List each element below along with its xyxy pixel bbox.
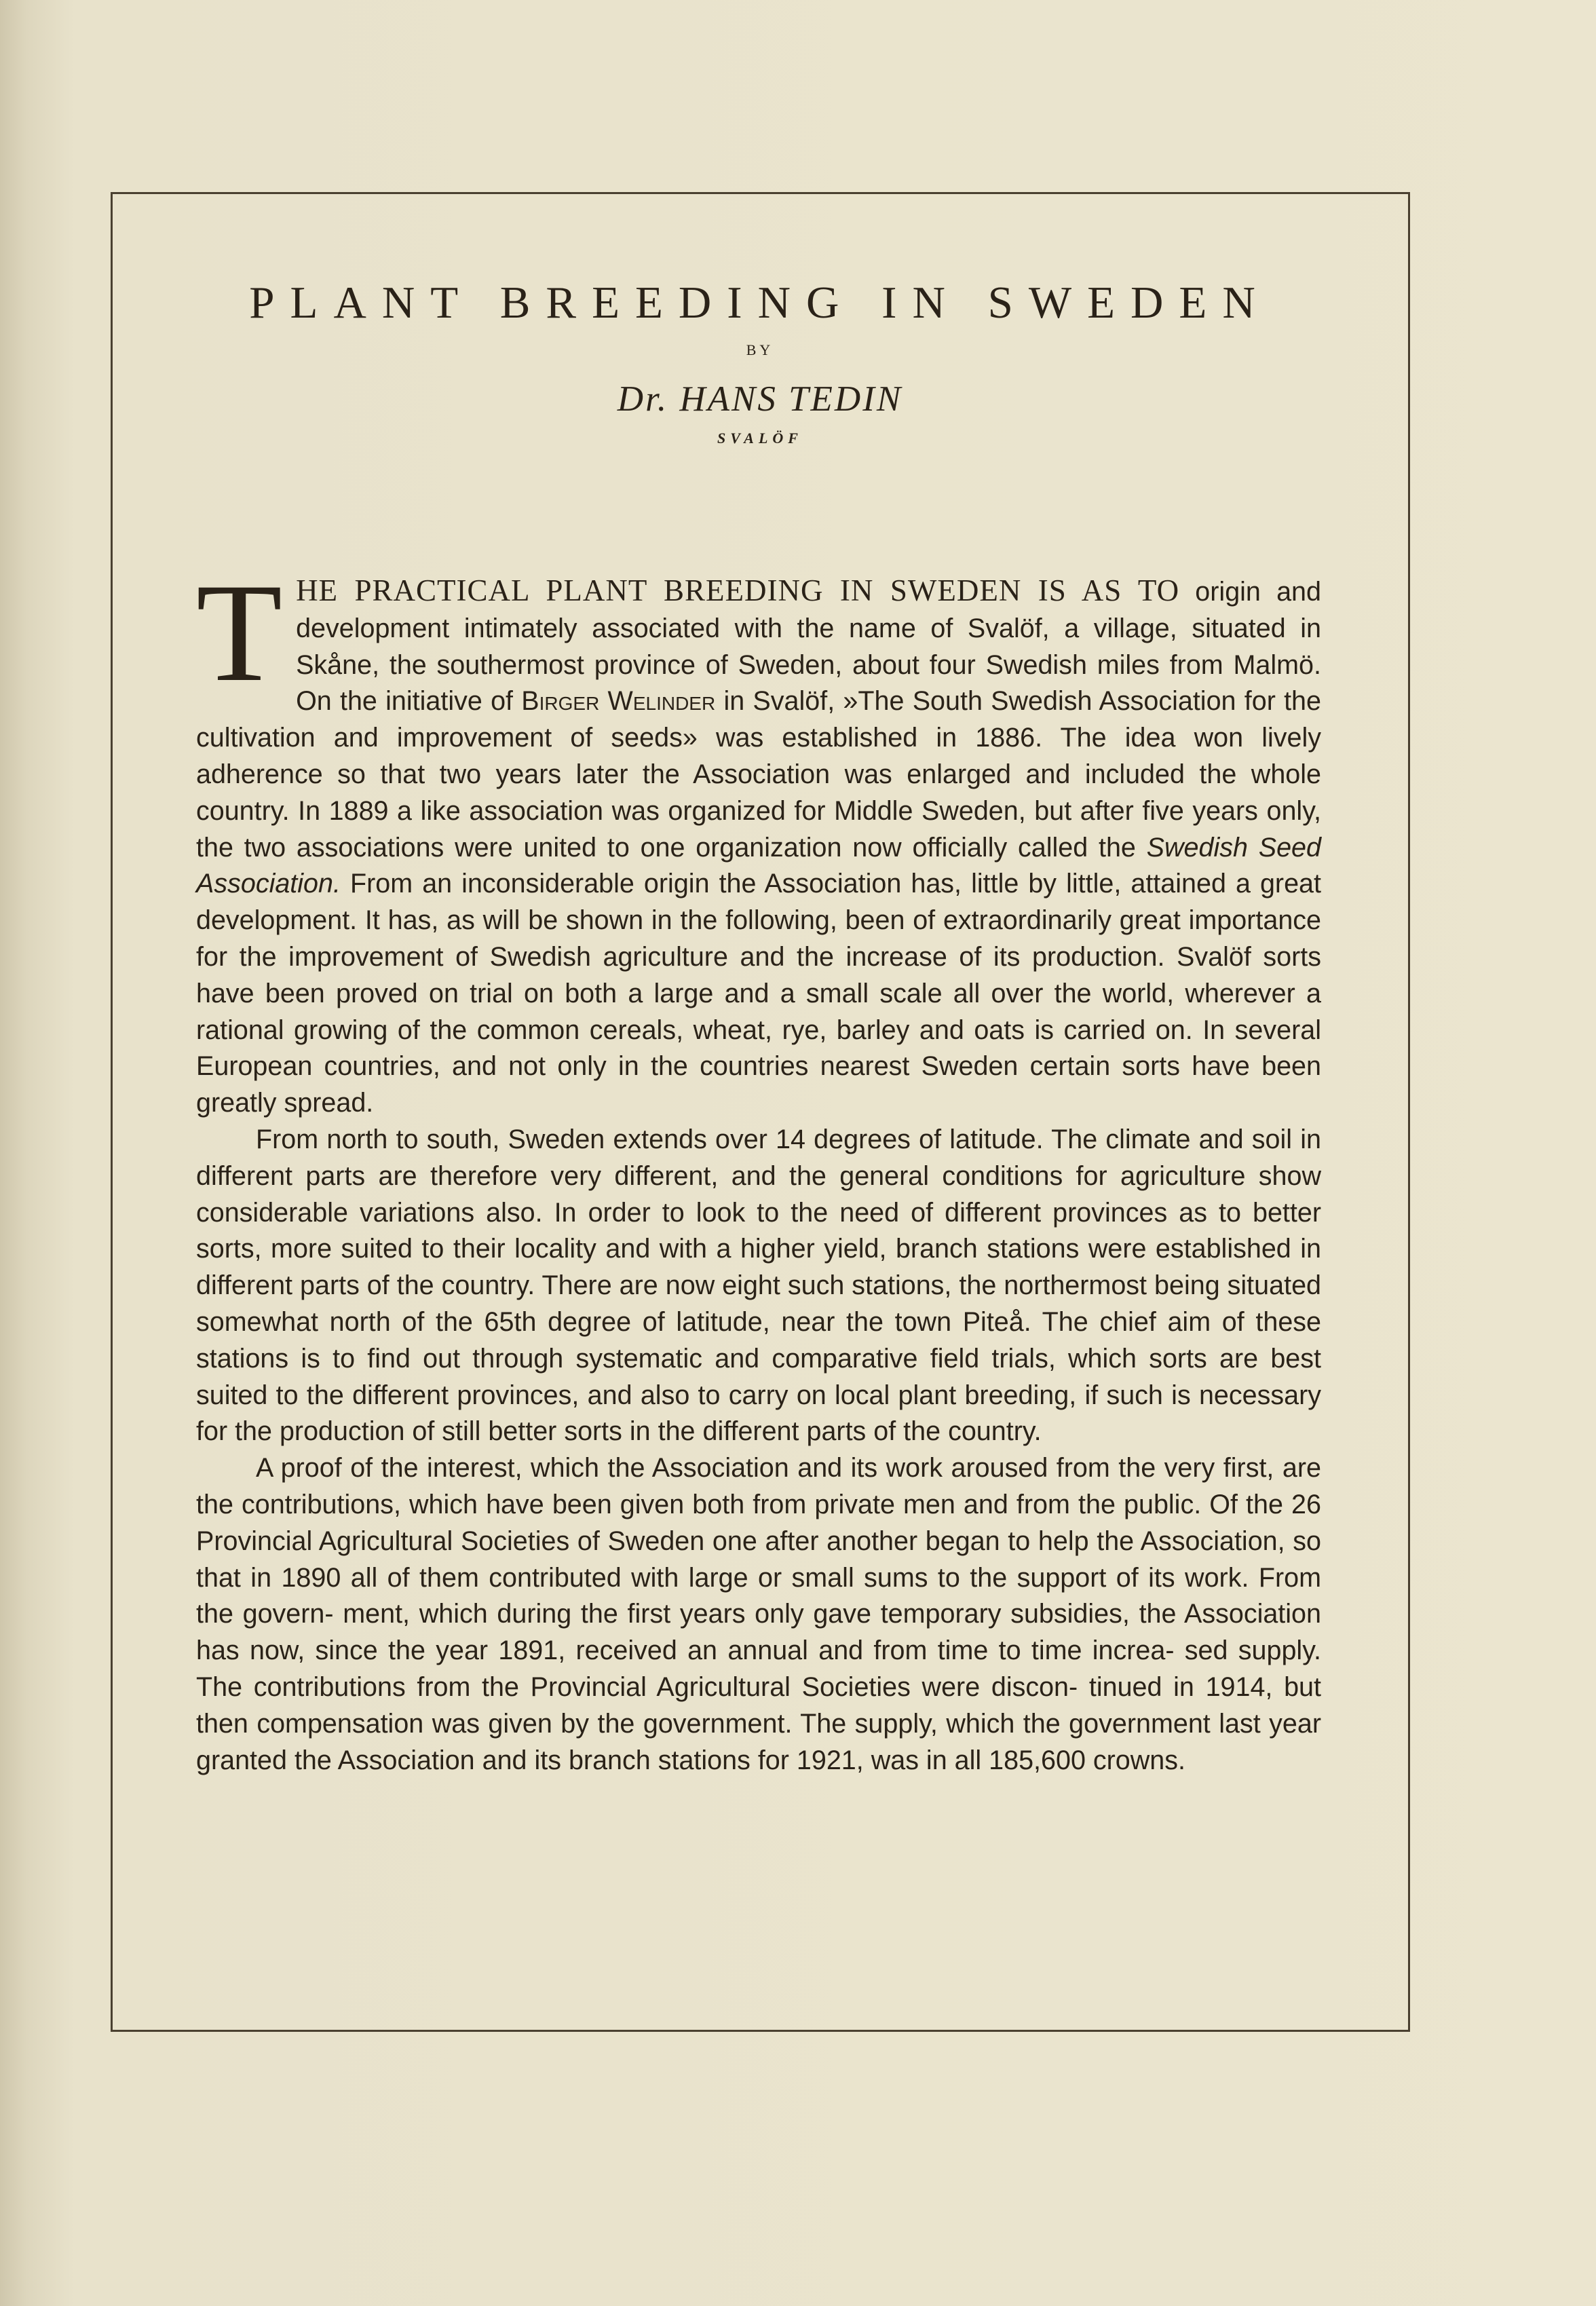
author-name: Dr. HANS TEDIN (617, 379, 903, 419)
article-title: PLANT BREEDING IN SWEDEN (249, 278, 1271, 328)
founder-name: Birger Welinder (521, 686, 716, 717)
paragraph-1-text-b: in Svalöf, »The South Swedish Association for the cultivation and improvement of seeds» was established in 1886. The idea won lively adherence so that two years later the Association was enlarged and included the whole country. In 1889 a like association was organized for Middle Sweden, but after five years only, the two associations were united to one organization now officially called the (196, 686, 1321, 863)
frame-rule-left (111, 192, 113, 2032)
paragraph-1-text-c: From an inconsiderable origin the Association has, little by little, attained a great development. It has, as will be shown in the following, been of extraordinarily great importance for the improvement of Swedish agriculture and the increase of its production. Svalöf sorts have been proved on trial on both a large and a small scale all over the world, wherever a rational growing of the common cereals, wheat, rye, barley and oats is carried on. In several European countries, and not only in the countries nearest Sweden certain sorts have been greatly spread. (196, 869, 1321, 1118)
author-place: SVALÖF (717, 430, 803, 447)
lead-in-caps: HE PRACTICAL PLANT BREEDING IN SWEDEN IS AS TO (296, 573, 1180, 607)
association-name: Swedish Seed Association. (196, 832, 1321, 899)
paragraph-1-text-a: origin and development intimately associated with the name of Svalöf, a village, situated in Skåne, the southermost province of Sweden, about four Swedish miles from Malmö. On the initiative of (296, 577, 1321, 717)
frame-rule-bottom (111, 2030, 1410, 2032)
paragraph-1 (196, 554, 1321, 1122)
drop-cap: T (196, 554, 283, 711)
article-body (196, 554, 1321, 1779)
byline: BY (746, 341, 774, 358)
frame-rule-top (111, 192, 1410, 194)
frame-rule-right (1408, 192, 1410, 2032)
paragraph-2: From north to south, Sweden extends over 14 degrees of latitude. The climate and soil in different parts are therefore very different, and the general conditions for agriculture show considerable variations also. In order to look to the need of different provinces as to better sorts, more suited to their locality and with a higher yield, branch stations were established in different parts of the country. There are now eight such stations, the northermost being situated somewhat north of the 65th degree of latitude, near the town Piteå. The chief aim of these stations is to find out through systematic and comparative field trials, which sorts are best suited to the different provinces, and also to carry on local plant breeding, if such is necessary for the production of still better sorts in the different parts of the country. (196, 1124, 1321, 1447)
paragraph-3: A proof of the interest, which the Association and its work aroused from the very first, are the contributions, which have been given both from private men and from the public. Of the 26 Provincial Agricultural Societies of Sweden one after another began to help the Association, so that in 1890 all of them contributed with large or small sums to the support of its work. From the govern- ment, which during the first years only gave temporary subsidies, the Association has now, since the year 1891, received an annual and from time to time increa- sed supply. The contributions from the Provincial Agricultural Societies were discon- tinued in 1914, but then compensation was given by the government. The supply, which the government last year granted the Association and its branch stations for 1921, was in all 185,600 crowns. (196, 1453, 1321, 1775)
